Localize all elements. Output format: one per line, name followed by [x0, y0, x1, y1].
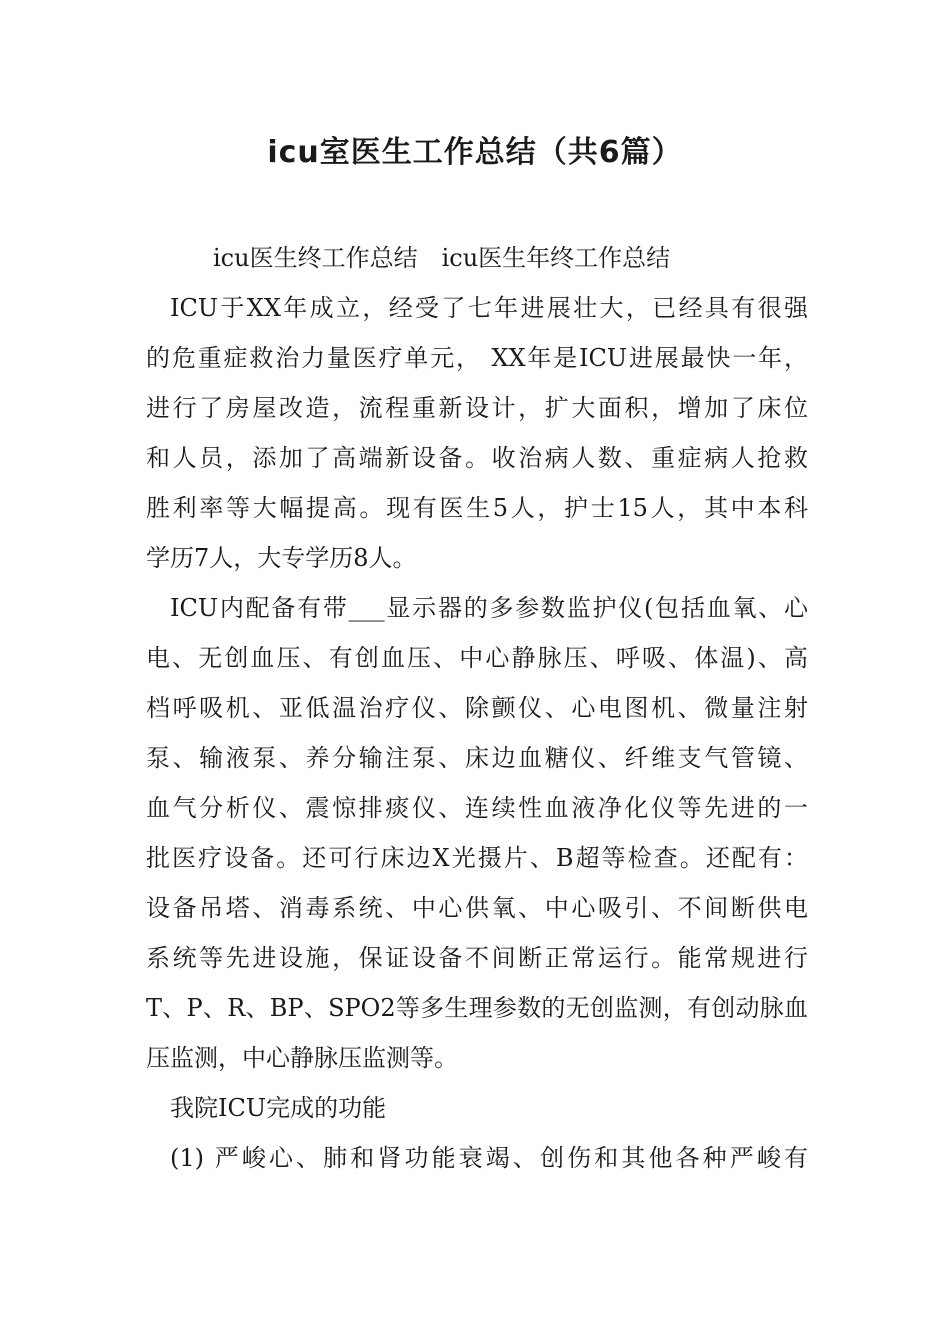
- paragraph-line: 的危重症救治力量医疗单元， XX年是ICU进展最快一年，: [146, 344, 808, 372]
- paragraph-line: 和人员，添加了高端新设备。收治病人数、重症病人抢救: [146, 444, 808, 472]
- document-title: icu室医生工作总结（共6篇）: [267, 135, 683, 170]
- paragraph-line: 进行了房屋改造，流程重新设计，扩大面积，增加了床位: [146, 394, 808, 422]
- subtitle: icu医生终工作总结 icu医生年终工作总结: [213, 244, 671, 272]
- paragraph-line: 电、无创血压、有创血压、中心静脉压、呼吸、体温)、高: [146, 644, 808, 672]
- document-body: [146, 233, 808, 1183]
- paragraph-line: 系统等先进设施，保证设备不间断正常运行。能常规进行: [146, 944, 808, 972]
- paragraph-line: T、P、R、BP、SPO2等多生理参数的无创监测，有创动脉血: [146, 994, 808, 1022]
- paragraph-line: 设备吊塔、消毒系统、中心供氧、中心吸引、不间断供电: [146, 894, 808, 922]
- paragraph-line: ICU于XX年成立，经受了七年进展壮大，已经具有很强: [170, 294, 808, 322]
- paragraph-line: 档呼吸机、亚低温治疗仪、除颤仪、心电图机、微量注射: [146, 694, 808, 722]
- section-heading: 我院ICU完成的功能: [170, 1094, 387, 1122]
- paragraph-line: 压监测，中心静脉压监测等。: [146, 1044, 458, 1072]
- paragraph-line: 胜利率等大幅提高。现有医生5人，护士15人，其中本科: [146, 494, 808, 522]
- paragraph-line: ICU内配备有带___显示器的多参数监护仪(包括血氧、心: [170, 594, 808, 622]
- list-item: (1) 严峻心、肺和肾功能衰竭、创伤和其他各种严峻有: [170, 1144, 808, 1172]
- paragraph-line: 血气分析仪、震惊排痰仪、连续性血液净化仪等先进的一: [146, 794, 808, 822]
- paragraph-line: 批医疗设备。还可行床边X光摄片、B超等检查。还配有：: [146, 844, 808, 872]
- paragraph-line: 学历7人，大专学历8人。: [146, 544, 417, 572]
- paragraph-line: 泵、输液泵、养分输注泵、床边血糖仪、纤维支气管镜、: [146, 744, 808, 772]
